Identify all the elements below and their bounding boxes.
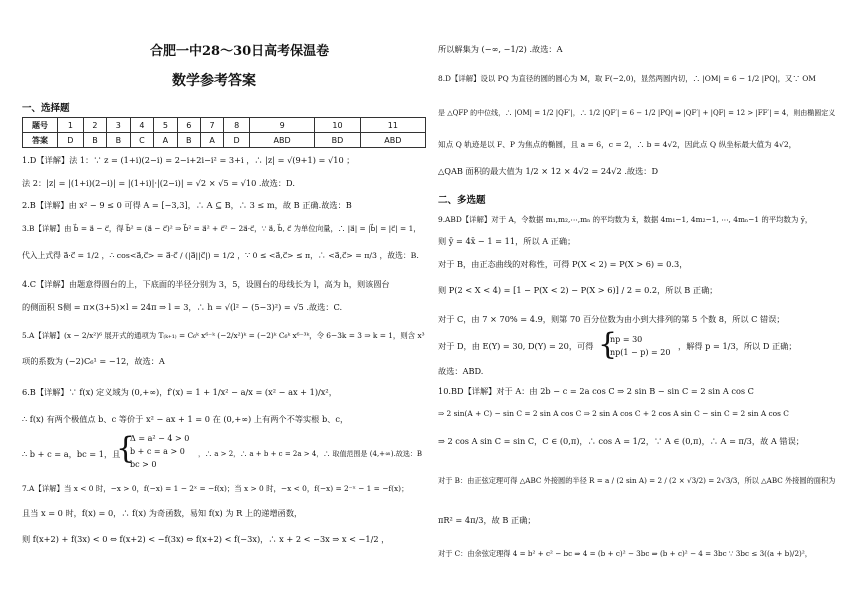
solution-line: 1.D【详解】法 1：∵ z = (1+i)(2−i) = 2−i+2i−i² = 3+i ，∴ |z| = √(9+1) = √10 ； [22, 155, 355, 165]
solution-line: 的侧面积 S侧 = π×(3+5)×l = 24π ⇒ l = 3，∴ h = √(l² − (5−3)²) = √5 .故选：C. [22, 302, 343, 312]
solution-line: ，解得 p = 1/3，所以 D 正确； [678, 341, 797, 351]
question-number: 8 [224, 118, 250, 133]
question-number: 7 [200, 118, 223, 133]
answer-cell: BD [315, 133, 361, 148]
answer-cell: ABD [360, 133, 425, 148]
solution-line: 4.C【详解】由题意得圆台的上，下底面的半径分别为 3，5，设圆台的母线长为 l，高为 h，则该圆台 [22, 279, 390, 289]
question-number: 2 [83, 118, 106, 133]
system-equation: np(1 − p) = 20 [610, 348, 671, 357]
solution-line: ∴ f(x) 有两个极值点 b、c 等价于 x² − ax + 1 = 0 在 (0,+∞) 上有两个不等实根 b、c， [22, 414, 349, 424]
question-number: 5 [154, 118, 177, 133]
solution-line: 对于 B，由正态曲线的对称性，可得 P(X < 2) = P(X > 6) = 0.3， [438, 259, 688, 269]
answer-table [22, 117, 426, 148]
solution-line: 对于 B：由正弦定理可得 △ABC 外接圆的半径 R = a / (2 sin A) = 2 / (2 × √3/2) = 2√3/3，所以 △ABC 外接圆的面积为 [438, 476, 836, 485]
answer-cell: D [58, 133, 84, 148]
answer-cell: B [177, 133, 200, 148]
solution-line: 对于 C：由余弦定理得 4 = b² + c² − bc ⇒ 4 = (b + c)² − 3bc ⇒ (b + c)² − 4 = 3bc ∵ 3bc ≤ 3((a + b)/2)²， [438, 549, 812, 558]
solution-line: 则 ȳ = 4x̄ − 1 = 11，所以 A 正确； [438, 236, 576, 246]
solution-line: ⇒ 2 sin(A + C) − sin C = 2 sin A cos C ⇒ 2 sin A cos C + 2 cos A sin C − sin C = 2 sin A cos C [438, 409, 789, 418]
solution-line: 则 P(2 < X < 4) = [1 − P(X < 2) − P(X > 6)] / 2 = 0.2，所以 B 正确； [438, 285, 718, 295]
solution-line: 所以解集为 (−∞, −1/2) .故选：A [438, 44, 563, 54]
solution-line: 对于 D，由 E(Y) = 30, D(Y) = 20，可得 [438, 341, 594, 351]
solution-line: ⇒ 2 cos A sin C = sin C，C ∈ (0,π)，∴ cos A = 1/2，∵ A ∈ (0,π)，∴ A = π/3，故 A 错误； [438, 436, 804, 446]
answer-cell: B [83, 133, 106, 148]
answer-table-answer-row [23, 133, 426, 148]
system-brace-icon: { [116, 431, 136, 466]
answer-cell: B [107, 133, 130, 148]
solution-line: 代入上式得 a⃗·c⃗ = 1/2 ，∴ cos<a⃗,c⃗> = a⃗·c⃗ / (|a⃗||c⃗|) = 1/2 ，∵ 0 ≤ <a⃗,c⃗> ≤ π，∴ <a⃗,c⃗> = π/3 ，故选：B. [22, 251, 419, 260]
solution-line: 5.A【详解】(x − 2/x²)⁶ 展开式的通项为 T₍ₖ₊₁₎ = C₆ᵏ x⁶⁻ᵏ (−2/x²)ᵏ = (−2)ᵏ C₆ᵏ x⁶⁻³ᵏ，令 6−3k = 3 ⇒ k = 1，则含 x³ [22, 331, 425, 340]
question-number: 11 [360, 118, 425, 133]
solution-line: 且当 x = 0 时，f(x) = 0，∴ f(x) 为奇函数，易知 f(x) 为 R 上的递增函数， [22, 508, 303, 518]
solution-line: 2.B【详解】由 x² − 9 ≤ 0 可得 A = [−3,3]，∴ A ⊆ B，∴ 3 ≤ m，故 B 正确.故选：B [22, 200, 352, 210]
system-equation: bc > 0 [130, 460, 157, 469]
solution-line: 对于 C，由 7 × 70% = 4.9，则第 70 百分位数为由小到大排列的第 5 个数 8，所以 C 错误； [438, 314, 785, 324]
solution-line: 知点 Q 轨迹是以 F、P 为焦点的椭圆，且 a = 6，c = 2，∴ b = 4√2，因此点 Q 纵坐标最大值为 4√2， [438, 140, 797, 149]
solution-line: 是 △QFP 的中位线，∴ |OM| = 1/2 |QF′|，∴ 1/2 |QF′| = 6 − 1/2 |PQ| ⇒ |QF′| + |QF| = 12 > |FF′| = 4，则由椭圆定义 [438, 109, 836, 117]
question-number: 9 [250, 118, 315, 133]
system-brace-icon: { [598, 327, 618, 362]
solution-line: ，∴ a > 2，∴ a + b + c = 2a > 4，∴ 取值范围是 (4,+∞).故选：B [198, 450, 422, 458]
answer-cell: D [224, 133, 250, 148]
page-title: 合肥一中28～30日高考保温卷 [150, 44, 330, 59]
question-number: 4 [130, 118, 154, 133]
question-number: 1 [58, 118, 84, 133]
section-single-choice: 一、选择题 [22, 103, 70, 114]
solution-line: 法 2：|z| = |(1+i)(2−i)| = |(1+i)|·|(2−i)| = √2 × √5 = √10 .故选：D. [22, 178, 295, 188]
table-row-label: 答案 [23, 133, 58, 148]
solution-line: ∴ b + c = a，bc = 1，且 [22, 449, 121, 459]
answer-cell: C [130, 133, 154, 148]
solution-line: 8.D【详解】设以 PQ 为直径的圆的圆心为 M，取 F(−2,0)，显然两圆内切，∴ |OM| = 6 − 1/2 |PQ|，又∵ OM [438, 74, 816, 83]
solution-line: 7.A【详解】当 x < 0 时，−x > 0，f(−x) = 1 − 2ˣ = −f(x)；当 x > 0 时，−x < 0，f(−x) = 2⁻ˣ − 1 = −f(x)； [22, 484, 409, 493]
table-row-label: 题号 [23, 118, 58, 133]
question-number: 3 [107, 118, 130, 133]
answer-cell: A [200, 133, 223, 148]
solution-line: 故选：ABD. [438, 366, 484, 376]
question-number: 6 [177, 118, 200, 133]
answer-cell: A [154, 133, 177, 148]
system-equation: np = 30 [610, 335, 643, 344]
solution-line: 10.BD【详解】对于 A：由 2b − c = 2a cos C ⇒ 2 sin B − sin C = 2 sin A cos C [438, 386, 754, 396]
solution-line: △QAB 面积的最大值为 1/2 × 12 × 4√2 = 24√2 .故选：D [438, 166, 659, 176]
system-equation: b + c = a > 0 [130, 447, 185, 456]
answer-cell: ABD [250, 133, 315, 148]
solution-line: 9.ABD【详解】对于 A，令数据 m₁,m₂,⋯,mₙ 的平均数为 x̄，数据 4m₁−1, 4m₂−1, ⋯, 4mₙ−1 的平均数为 ȳ， [438, 215, 813, 224]
solution-line: 则 f(x+2) + f(3x) < 0 ⇔ f(x+2) < −f(3x) ⇔ f(x+2) < f(−3x)，∴ x + 2 < −3x ⇒ x < −1/2 ， [22, 534, 390, 544]
section-multi-choice: 二、多选题 [438, 195, 486, 206]
solution-line: 3.B【详解】由 b⃗ = a⃗ − c⃗，得 b⃗² = (a⃗ − c⃗)² ⇒ b⃗² = a⃗² + c⃗² − 2a⃗·c⃗，∵ a⃗, b⃗, c⃗ 为单位向量，∴ |a⃗| = |b⃗| = |c⃗| = 1， [22, 224, 421, 233]
page-subtitle: 数学参考答案 [172, 73, 256, 89]
solution-line: πR² = 4π/3，故 B 正确； [438, 515, 536, 525]
solution-line: 6.B【详解】∵ f(x) 定义域为 (0,+∞)，f′(x) = 1 + 1/x² − a/x = (x² − ax + 1)/x²， [22, 387, 337, 397]
solution-line: 项的系数为 (−2)C₆¹ = −12，故选：A [22, 356, 165, 366]
answer-table-header-row [23, 118, 426, 133]
question-number: 10 [315, 118, 361, 133]
system-equation: Δ = a² − 4 > 0 [130, 434, 190, 443]
